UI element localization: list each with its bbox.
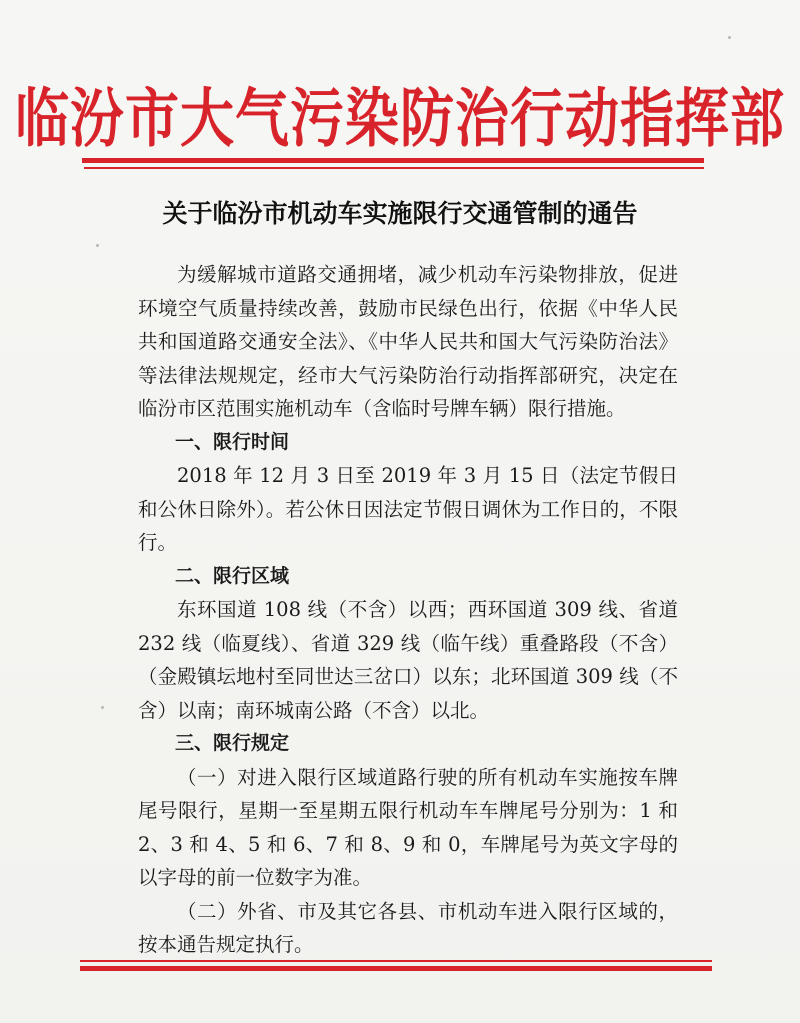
section-time-text: 2018 年 12 月 3 日至 2019 年 3 月 15 日（法定节假日和公休日除外）。若公休日因法定节假日调休为工作日的，不限行。 bbox=[138, 464, 678, 554]
section-heading-time: 一、限行时间 bbox=[175, 430, 290, 453]
notice-title: 关于临汾市机动车实施限行交通管制的通告 bbox=[162, 199, 638, 228]
section-rules-item-1: （一）对进入限行区域道路行驶的所有机动车实施按车牌尾号限行，星期一至星期五限行机动车车牌尾号分别为：1 和 2、3 和 4、5 和 6、7 和 8、9 和 0，车牌尾号为英文字母的以字母的前一位数字为准。 bbox=[138, 765, 678, 889]
footer-red-rule-thin bbox=[80, 960, 712, 962]
issuing-organization-header: 临汾市大气污染防治行动指挥部 bbox=[15, 81, 785, 156]
header-red-rule-thick bbox=[82, 158, 704, 163]
header-red-rule-thin bbox=[84, 167, 704, 169]
paper-speck bbox=[96, 244, 99, 247]
section-heading-area: 二、限行区域 bbox=[175, 564, 290, 587]
intro-paragraph: 为缓解城市道路交通拥堵，减少机动车污染物排放，促进环境空气质量持续改善，鼓励市民绿色出行，依据《中华人民共和国道路交通安全法》、《中华人民共和国大气污染防治法》等法律法规规定，经市大气污染防治行动指挥部研究，决定在临汾市区范围实施机动车（含临时号牌车辆）限行措施。 bbox=[138, 263, 678, 420]
paper-speck bbox=[101, 706, 104, 709]
section-rules-item-2: （二）外省、市及其它各县、市机动车进入限行区域的，按本通告规定执行。 bbox=[138, 899, 678, 956]
section-area-text: 东环国道 108 线（不含）以西；西环国道 309 线、省道232 线（临夏线）、省道 329 线（临午线）重叠路段（不含）（金殿镇坛地村至同世达三岔口）以东；北环国道 309 线（不含）以南；南环城南公路（不含）以北。 bbox=[138, 598, 678, 722]
paper-speck bbox=[728, 36, 731, 39]
section-heading-rules: 三、限行规定 bbox=[175, 732, 290, 754]
notice-body bbox=[138, 258, 678, 962]
footer-red-rule-thick bbox=[80, 966, 712, 971]
